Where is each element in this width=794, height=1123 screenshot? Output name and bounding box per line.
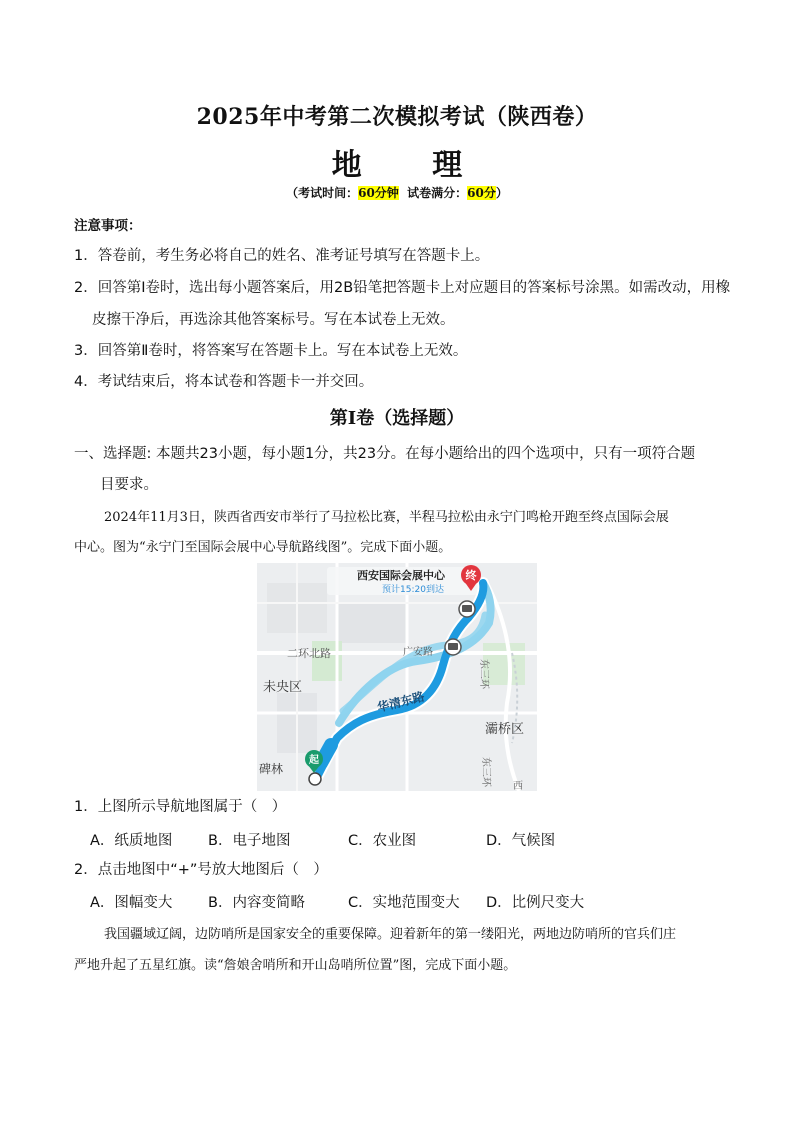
eta-label: 预计15:20到达 [382,585,444,595]
q2-option-b[interactable]: B．内容变简略 [208,895,305,911]
end-marker-label: 终 [465,569,477,582]
destination-label: 西安国际会展中心 [357,569,445,582]
road-label-huaqing: 华清东路 [375,689,426,715]
edge-road-label: 东三环 [480,757,491,787]
note-item-3: 3．回答第Ⅱ卷时，将答案写在答题卡上。写在本试卷上无效。 [74,343,468,359]
road-label-east: 东三环 [478,659,489,689]
section-intro-1: 一、选择题: 本题共23小题，每小题1分，共23分。在每小题给出的四个选项中，只有一项符合题 [74,446,696,462]
edge-label: 西 [513,781,523,791]
q1-option-d[interactable]: D．气候图 [486,833,556,849]
meta-prefix: （考试时间： [286,186,359,200]
passage1-line2: 中心。图为“永宁门至国际会展中心导航路线图”。完成下面小题。 [74,540,452,555]
passage1-line1: 2024年11月3日，陕西省西安市举行了马拉松比赛，半程马拉松由永宁门鸣枪开跑至终点国际会展 [104,510,669,525]
q2-option-a[interactable]: A．图幅变大 [90,895,173,911]
score-value: 60分 [467,186,496,200]
navigation-map [257,563,537,791]
exam-meta [0,184,794,201]
map-block [337,603,407,643]
passage2-line2: 严地升起了五星红旗。读“詹娘舍哨所和开山岛哨所位置”图，完成下面小题。 [74,958,517,973]
district-label-beilin: 碑林 [259,762,284,776]
q2-option-d[interactable]: D．比例尺变大 [486,895,585,911]
passage2-line1: 我国疆域辽阔，边防哨所是国家安全的重要保障。迎着新年的第一缕阳光，两地边防哨所的官兵们庄 [104,927,677,942]
section-title: 第Ⅰ卷（选择题） [329,408,465,429]
question-2-stem: 2．点击地图中“+”号放大地图后（ ） [74,862,328,878]
district-label-weiyang: 未央区 [263,680,303,695]
q1-option-b[interactable]: B．电子地图 [208,833,291,849]
q1-option-c[interactable]: C．农业图 [348,833,417,849]
notes-heading: 注意事项： [74,218,142,234]
exam-title: 2025年中考第二次模拟考试（陕西卷） [196,104,598,130]
subject-title: 地 理 [331,148,493,183]
road-label-ring: 二环北路 [287,647,331,660]
meta-suffix: ） [495,186,508,200]
question-1-stem: 1．上图所示导航地图属于（ ） [74,799,287,815]
runner-icon [309,773,321,785]
note-item-2: 2．回答第Ⅰ卷时，选出每小题答案后，用2B铅笔把答题卡上对应题目的答案标号涂黑。如需改动，用橡 [74,280,731,296]
transit-icon-bus [448,643,458,650]
note-item-4: 4．考试结束后，将本试卷和答题卡一并交回。 [74,374,374,390]
meta-mid: 试卷满分： [398,186,468,200]
time-value: 60分钟 [358,186,399,200]
transit-icon-bus [462,605,472,612]
section-intro-2: 目要求。 [100,477,158,493]
note-item-2-cont: 皮擦干净后，再选涂其他答案标号。写在本试卷上无效。 [92,312,455,328]
note-item-1: 1．答卷前，考生务必将自己的姓名、准考证号填写在答题卡上。 [74,248,490,264]
q2-option-c[interactable]: C．实地范围变大 [348,895,460,911]
q1-option-a[interactable]: A．纸质地图 [90,833,173,849]
district-label-baqiao: 灞桥区 [485,722,525,737]
road-label-guangan: 广安路 [403,647,433,658]
start-marker-label: 起 [309,755,319,766]
